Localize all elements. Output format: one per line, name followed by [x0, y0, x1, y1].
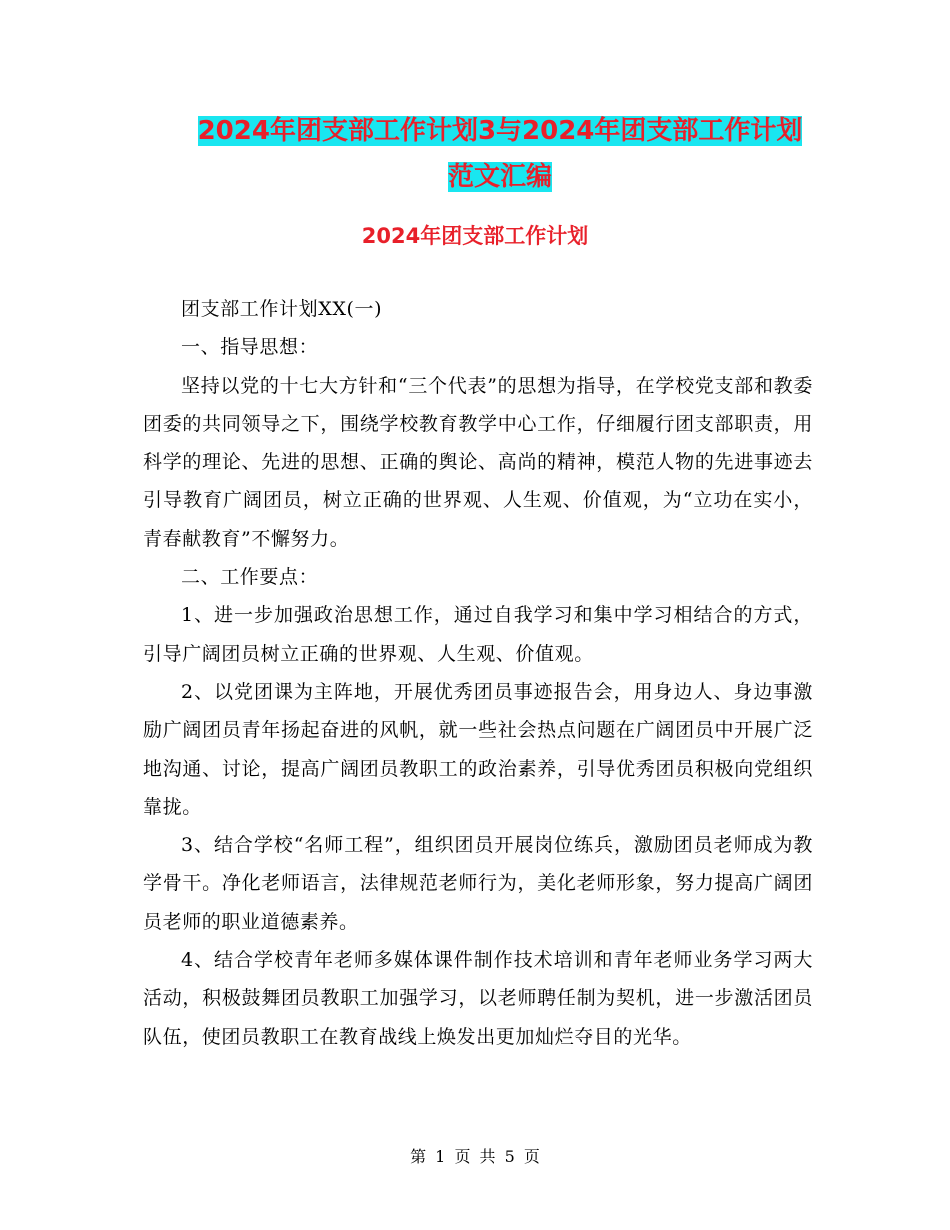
- document-title: [185, 108, 815, 200]
- document-body: [143, 290, 813, 1056]
- paragraph-point-2: 2、以党团课为主阵地，开展优秀团员事迹报告会，用身边人、身边事激励广阔团员青年扬起奋进的风帆，就一些社会热点问题在广阔团员中开展广泛地沟通、讨论，提高广阔团员教职工的政治素养，引导优秀团员积极向党组织靠拢。: [143, 680, 813, 818]
- paragraph-point-3: 3、结合学校“名师工程”，组织团员开展岗位练兵，激励团员老师成为教学骨干。净化老师语言，法律规范老师行为，美化老师形象，努力提高广阔团员老师的职业道德素养。: [143, 834, 813, 933]
- paragraph-heading-guiding-ideology: 一、指导思想：: [181, 336, 319, 359]
- paragraph-point-1: 1、进一步加强政治思想工作，通过自我学习和集中学习相结合的方式，引导广阔团员树立正确的世界观、人生观、价值观。: [143, 604, 813, 665]
- paragraph-point-4: 4、结合学校青年老师多媒体课件制作技术培训和青年老师业务学习两大活动，积极鼓舞团员教职工加强学习，以老师聘任制为契机，进一步激活团员队伍，使团员教职工在教育战线上焕发出更加灿烂夺目的光华。: [143, 949, 813, 1048]
- paragraph-subtitle: 团支部工作计划XX(一): [181, 298, 383, 320]
- paragraph-guiding-ideology: 坚持以党的十七大方针和“三个代表”的思想为指导，在学校党支部和教委团委的共同领导之下，围绕学校教育教学中心工作，仔细履行团支部职责，用科学的理论、先进的思想、正确的舆论、高尚的精神，模范人物的先进事迹去引导教育广阔团员，树立正确的世界观、人生观、价值观，为“立功在实小，青春献教育”不懈努力。: [143, 374, 813, 550]
- document-title-text: 2024年团支部工作计划3与2024年团支部工作计划范文汇编: [197, 116, 803, 192]
- page-footer: 第 1 页 共 5 页: [410, 1147, 540, 1166]
- paragraph-heading-work-points: 二、工作要点：: [181, 566, 319, 589]
- section-title: 2024年团支部工作计划: [361, 224, 589, 248]
